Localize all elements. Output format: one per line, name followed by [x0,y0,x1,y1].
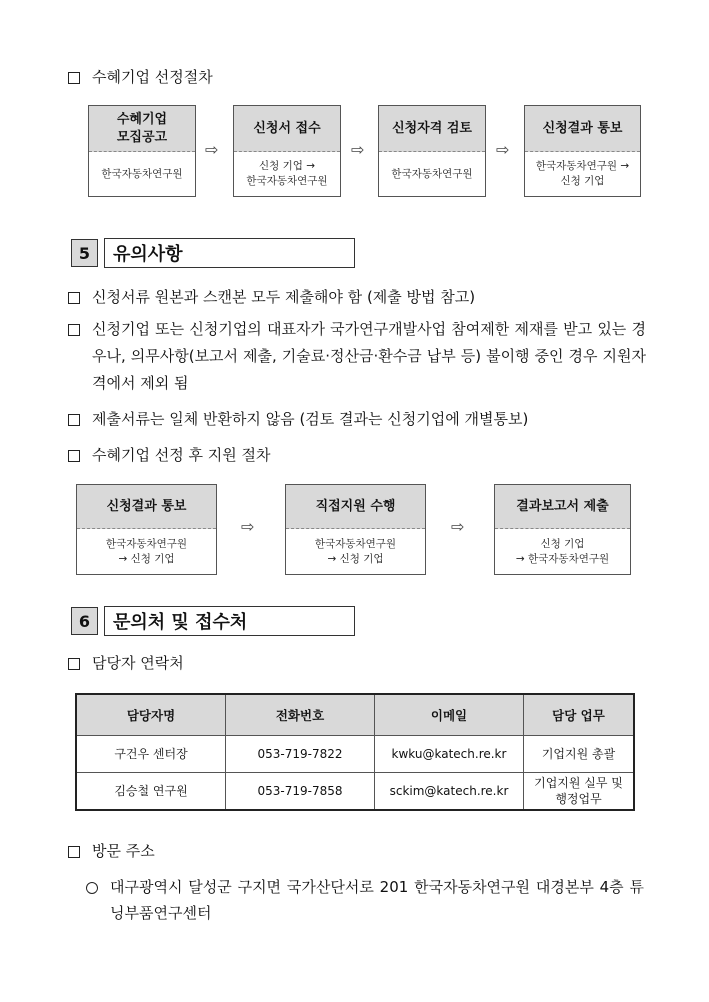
contact-phone: 053-719-7822 [226,736,375,773]
address-text: 대구광역시 달성군 구지면 국가산단서로 201 한국자동차연구원 대경본부 4층 튜닝부품연구센터 [110,878,644,922]
checkbox-square-icon [68,292,80,304]
step-title: 결과보고서 제출 [495,485,630,529]
selection-step-1 [88,105,196,197]
contact-email: sckim@katech.re.kr [375,773,524,811]
contact-email: kwku@katech.re.kr [375,736,524,773]
step-title: 신청결과 통보 [77,485,216,529]
support-procedure-heading: 수혜기업 선정 후 지원 절차 [66,442,646,468]
column-header: 전화번호 [226,694,375,736]
table-row [76,773,634,811]
section-title: 문의처 및 접수처 [104,606,355,636]
step-body: 한국자동차연구원 → 신청 기업 [535,160,630,187]
arrow-right-icon: ⇨ [351,140,365,159]
step-title: 신청결과 통보 [525,106,640,152]
contact-name: 구건우 센터장 [76,736,226,773]
contact-duty: 기업지원 총괄 [524,736,635,773]
step-body: 신청 기업 → 한국자동차연구원 [246,160,328,187]
step-title: 신청자격 검토 [379,106,485,152]
selection-step-3 [378,105,486,197]
step-body: 한국자동차연구원 → 신청 기업 [314,537,397,565]
checkbox-square-icon [68,72,80,84]
column-header: 담당자명 [76,694,226,736]
arrow-right-icon: ⇨ [496,140,510,159]
visit-heading: 방문 주소 [66,838,646,864]
step-body: 한국자동차연구원 → 신청 기업 [105,537,188,565]
step-body: 한국자동차연구원 [391,167,473,180]
step-body: 한국자동차연구원 [101,167,183,180]
contacts-table [75,693,635,811]
contacts-heading: 담당자 연락처 [66,650,646,676]
contact-name: 김승철 연구원 [76,773,226,811]
column-header: 담당 업무 [524,694,635,736]
selection-step-4 [524,105,641,197]
step-title: 신청서 접수 [234,106,340,152]
table-row [76,736,634,773]
notice-item: 신청기업 또는 신청기업의 대표자가 국가연구개발사업 참여제한 제재를 받고 있는 경우나, 의무사항(보고서 제출, 기술료·정산금·환수금 납부 등) 불이행 중인 경우 지원자격에서 제외 됨 [66,316,646,397]
section-title: 유의사항 [104,238,355,268]
notice-item: 신청서류 원본과 스캔본 모두 제출해야 함 (제출 방법 참고) [66,284,646,310]
step-title: 직접지원 수행 [286,485,425,529]
arrow-right-icon: ⇨ [451,517,465,536]
checkbox-square-icon [68,450,80,462]
checkbox-square-icon [68,658,80,670]
table-header-row [76,694,634,736]
step-title: 수혜기업 모집공고 [89,106,195,152]
support-step-1 [76,484,217,575]
section-number: 6 [71,607,98,635]
arrow-right-icon: ⇨ [205,140,219,159]
checkbox-square-icon [68,846,80,858]
selection-heading: 수혜기업 선정절차 [66,64,646,90]
contact-duty: 기업지원 실무 및 행정업무 [524,773,635,811]
checkbox-square-icon [68,324,80,336]
address-item [84,874,644,926]
support-step-2 [285,484,426,575]
checkbox-square-icon [68,414,80,426]
support-step-3 [494,484,631,575]
selection-step-2 [233,105,341,197]
section-number: 5 [71,239,98,267]
column-header: 이메일 [375,694,524,736]
arrow-right-icon: ⇨ [241,517,255,536]
contact-phone: 053-719-7858 [226,773,375,811]
circle-bullet-icon [86,882,98,894]
notice-item: 제출서류는 일체 반환하지 않음 (검토 결과는 신청기업에 개별통보) [66,406,646,432]
step-body: 신청 기업 → 한국자동차연구원 [515,537,610,565]
